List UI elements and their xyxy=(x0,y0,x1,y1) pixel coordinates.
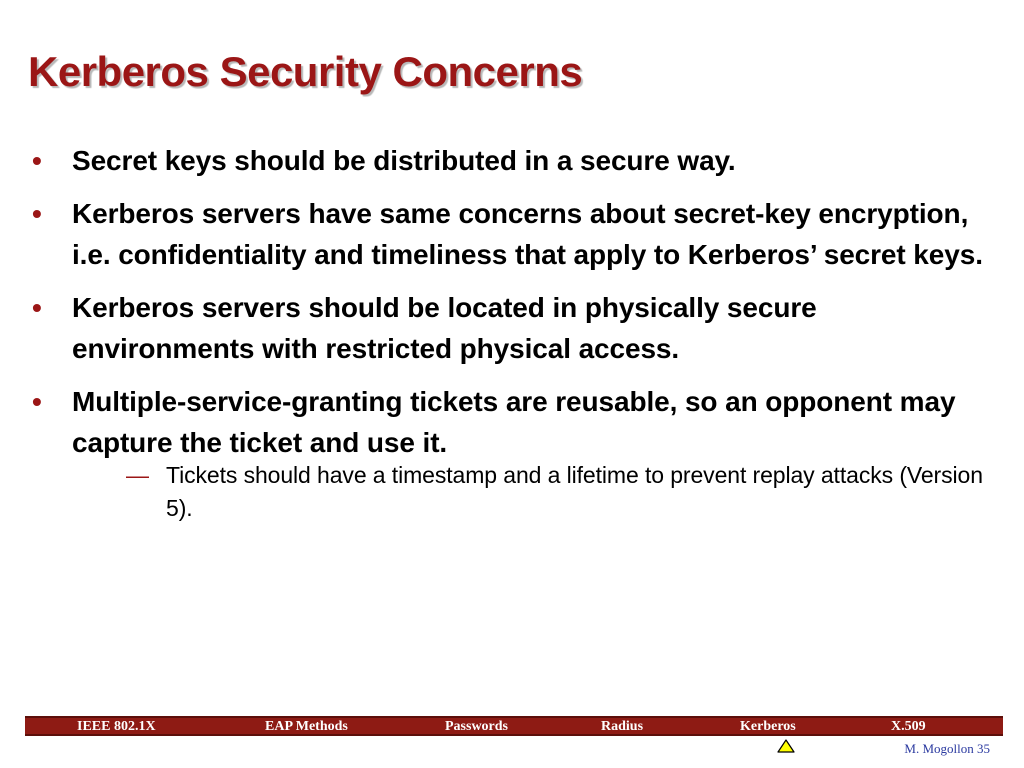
bullet-marker: • xyxy=(32,386,42,417)
sub-bullet-list xyxy=(72,459,1005,525)
triangle-up-icon xyxy=(777,739,795,753)
sub-bullet-text: Tickets should have a timestamp and a lifetime to prevent replay attacks (Version 5). xyxy=(166,462,983,521)
footer-nav-x509[interactable]: X.509 xyxy=(891,719,926,734)
bullet-list xyxy=(30,140,1005,537)
footer-nav-eap-methods[interactable]: EAP Methods xyxy=(265,719,348,734)
bullet-marker: • xyxy=(32,198,42,229)
bullet-marker: • xyxy=(32,145,42,176)
page-label: M. Mogollon 35 xyxy=(904,741,990,756)
bullet-marker: • xyxy=(32,292,42,323)
bullet-text: Kerberos servers have same concerns about secret-key encryption, i.e. confidentiality and timeliness that apply to Kerberos’ secret keys. xyxy=(72,198,983,270)
sub-bullet-marker: — xyxy=(126,462,149,488)
footer-nav-ieee-8021x[interactable]: IEEE 802.1X xyxy=(77,719,156,734)
bullet-item xyxy=(30,140,1005,181)
footer-nav-passwords[interactable]: Passwords xyxy=(445,719,509,734)
bullet-item xyxy=(30,287,1005,369)
bullet-text: Multiple-service-granting tickets are reusable, so an opponent may capture the ticket and use it. xyxy=(72,386,956,458)
bullet-text: Secret keys should be distributed in a secure way. xyxy=(72,145,736,176)
bullet-text: Kerberos servers should be located in physically secure environments with restricted physical access. xyxy=(72,292,817,364)
footer-nav-bar xyxy=(25,716,1003,736)
footer-nav-kerberos[interactable]: Kerberos xyxy=(740,719,796,734)
bullet-item xyxy=(30,193,1005,275)
slide-title: Kerberos Security Concerns xyxy=(28,48,583,95)
bullet-item xyxy=(30,381,1005,525)
footer-nav-radius[interactable]: Radius xyxy=(601,719,644,734)
sub-bullet-item xyxy=(114,459,1005,525)
